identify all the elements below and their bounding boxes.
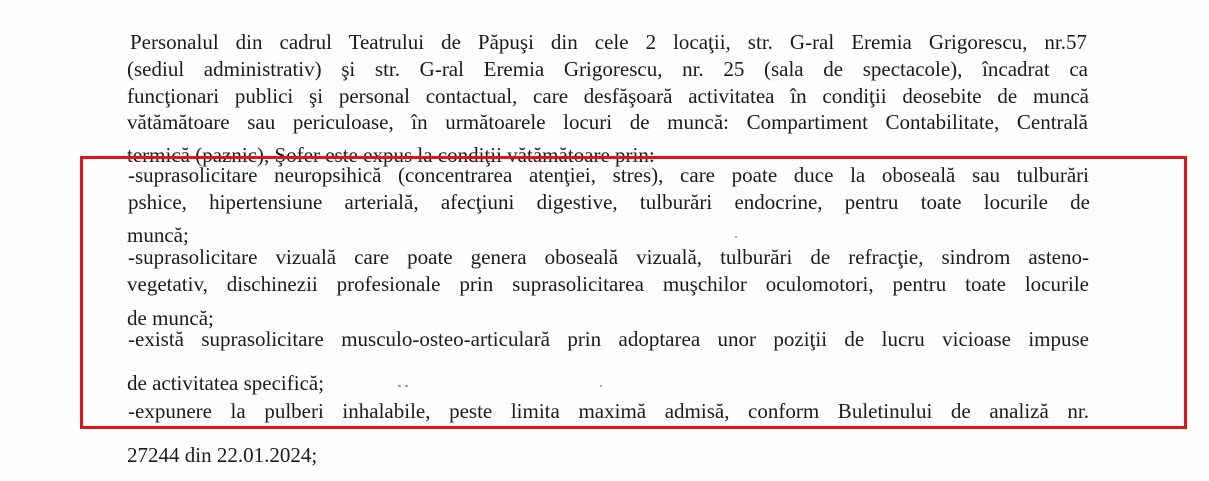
text-line-7: pshice, hipertensiune arterială, afecţiuni digestive, tulburări endocrine, pentru toate locurile de bbox=[128, 190, 1090, 214]
text-line-14: -expunere la pulberi inhalabile, peste limita maximă admisă, conform Buletinului de analiză nr. bbox=[128, 399, 1089, 423]
text-line-9: -suprasolicitare vizuală care poate genera oboseală vizuală, tulburări de refracţie, sindrom asteno- bbox=[128, 245, 1089, 269]
text-line-1: Personalul din cadrul Teatrului de Păpuşi din cele 2 locaţii, str. G-ral Eremia Grigorescu, nr.57 bbox=[130, 30, 1087, 54]
text-line-2: (sediul administrativ) şi str. G-ral Eremia Grigorescu, nr. 25 (sala de spectacole), încadrat ca bbox=[127, 57, 1088, 81]
text-line-8: muncă; bbox=[127, 223, 189, 247]
text-line-5: termică (paznic), Şofer este expus la condiţii vătămătoare prin: bbox=[127, 143, 655, 167]
text-line-15: 27244 din 22.01.2024; bbox=[127, 443, 318, 467]
text-line-10: vegetativ, dischinezii profesionale prin suprasolicitarea muşchilor oculomotori, pentru toate locurile bbox=[127, 272, 1089, 296]
text-line-3: funcţionari publici şi personal contactual, care desfăşoară activitatea în condiţii deosebite de muncă bbox=[127, 84, 1089, 108]
text-line-4: vătămătoare sau periculoase, în următoarele locuri de muncă: Compartiment Contabilitate, Centrală bbox=[127, 110, 1088, 134]
text-line-12: -există suprasolicitare musculo-osteo-articulară prin adoptarea unor poziţii de lucru vicioase impuse bbox=[128, 327, 1089, 351]
scan-speck bbox=[398, 385, 401, 387]
scan-speck bbox=[735, 236, 737, 238]
text-line-6: -suprasolicitare neuropsihică (concentrarea atenţiei, stres), care poate duce la oboseală sau tulburări bbox=[128, 163, 1089, 187]
text-line-13: de activitatea specifică; bbox=[127, 371, 325, 395]
text-line-11: de muncă; bbox=[127, 306, 214, 330]
scan-speck bbox=[600, 385, 602, 387]
scan-speck bbox=[405, 385, 408, 387]
